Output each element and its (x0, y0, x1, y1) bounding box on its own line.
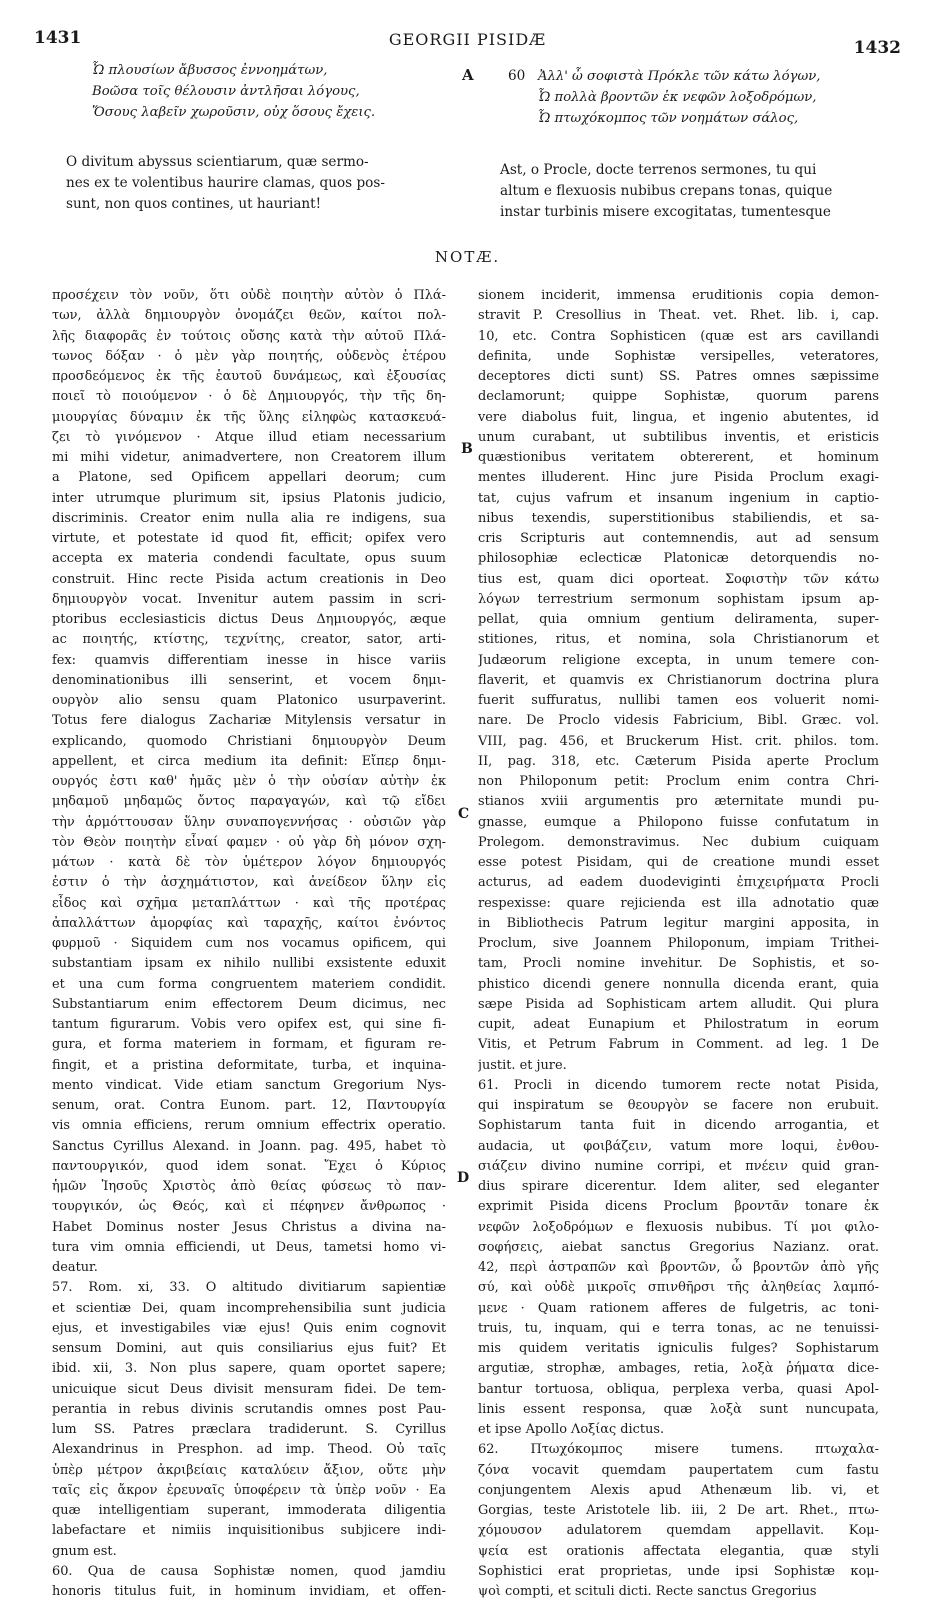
note-line: perantia in rebus divinis scrutandis omnes post Pau- (52, 1401, 446, 1417)
note-line: ψεία est orationis affectata elegantia, quæ styli (478, 1543, 879, 1559)
note-line: χόμουσον adulatorem quemdam appellavit. Κομ- (478, 1523, 879, 1539)
note-line: μηδαμοῦ μηδαμῶς ὄντος παραγαγών, καὶ τῷ εἴδει (52, 794, 446, 810)
note-line: tius est, quam dici oporteat. Σοφιστὴν τῶν κάτω (478, 571, 879, 587)
notes-column-left (52, 286, 446, 1602)
note-line: linis essent responsa, quæ λοξὰ sunt nuncupata, (478, 1401, 879, 1417)
note-line: Sophistarum tanta fuit in dicendo arrogantia, et (478, 1118, 879, 1134)
note-line: stianos xviii argumentis pro æternitate mundi pu- (478, 794, 879, 810)
note-line: προσέχειν τὸν νοῦν, ὅτι οὐδὲ ποιητὴν αὐτὸν ὁ Πλά- (52, 288, 446, 303)
verse-line: Ὦ πτωχόκομπος τῶν νοημάτων σάλος, (538, 111, 799, 126)
note-line: accepta ex materia condendi facultate, opus suum (52, 551, 446, 567)
note-line: ουργὸν alio sensu quam Platonico usurpaverint. (52, 693, 446, 708)
note-line: Proclum, sive Joannem Philoponum, impiam Trithei- (478, 936, 879, 951)
note-line: vis omnia efficiens, rerum omnium effectrix operatio. (52, 1118, 446, 1134)
note-line: explicando, quomodo Christiani δημιουργὸν Deum (52, 733, 446, 749)
note-line: τωνος δόξαν · ὁ μὲν γὰρ ποιητής, οὐδενὸς ἑτέρου (52, 348, 446, 364)
note-line: Gorgias, teste Aristotele lib. iii, 2 De art. Rhet., πτω- (478, 1503, 879, 1518)
note-line: mento vindicat. Vide etiam sanctum Gregorium Nys- (52, 1077, 446, 1093)
note-line: nare. De Proclo videsis Fabricium, Bibl. Græc. vol. (478, 713, 879, 729)
note-line: vere diabolus fuit, lingua, et ingenio abutentes, id (478, 409, 879, 425)
note-line: ἡμῶν Ἰησοῦς Χριστὸς ἀπὸ θείας φύσεως τὸ παν- (52, 1179, 446, 1194)
note-line: honoris titulus fuit, in hominum invidiam, et offen- (52, 1584, 446, 1599)
translation-line: nes ex te volentibus haurire clamas, quos pos- (66, 175, 385, 191)
note-line: Alexandrinus in Presphon. ad imp. Theod. Οὐ ταῖς (52, 1442, 446, 1458)
note-line: et ipse Apollo Λοξίας dictus. (478, 1422, 665, 1437)
note-line: προσδεόμενος ἐκ τῆς ἑαυτοῦ δυνάμεως, καὶ ἐξουσίας (52, 369, 446, 384)
verse-right (538, 66, 820, 129)
note-line: Sanctus Cyrillus Alexand. in Joann. pag. 495, habet τὸ (52, 1138, 446, 1154)
note-line: μιουργίας δύναμιν ἐκ τῆς ὕλης εἰληφὼς κατασκευά- (52, 409, 446, 425)
note-line: ταῖς εἰς ἄκρον ἐρευναῖς ὑποφέρειν τὰ ὑπὲρ νοῦν · Ea (52, 1482, 446, 1498)
verse-left (92, 60, 375, 123)
note-line: sensum Domini, aut quis consiliarius ejus fuit? Et (52, 1341, 446, 1356)
note-line: flaverit, et quamvis ex Christianorum doctrina plura (478, 672, 879, 688)
note-line: sæpe Pisida ad Sophisticam artem alludit. Qui plura (478, 996, 879, 1012)
note-line: νεφῶν λοξοδρόμων e flexuosis nubibus. Τί μοι φιλο- (478, 1219, 879, 1235)
note-line: phistico dicendi genere nonnulla dicenda erant, quia (478, 976, 879, 992)
note-line: τὸν Θεὸν ποιητὴν εἶναί φαμεν · οὐ γὰρ δὴ μόνον σχη- (52, 834, 446, 850)
note-line: ουργός ἐστι καθ' ἡμᾶς μὲν ὁ τὴν οὐσίαν αὐτὴν ἐκ (52, 774, 446, 789)
notes-column-right (478, 286, 879, 1602)
note-line: mi mihi videtur, animadvertere, non Creatorem illum (52, 450, 446, 465)
translation-line: altum e flexuosis nubibus crepans tonas, quique (500, 183, 833, 199)
note-line: stitiones, ritus, et nomina, sola Christianorum et (478, 632, 879, 648)
note-line: σύ, καὶ οὐδὲ μικροῖς σπινθῆρσι τῆς ἀληθείας λαμπό- (478, 1280, 879, 1296)
note-line: unum curabant, ut subtilibus inventis, et eristicis (478, 429, 879, 445)
note-line: dius spirare dicerentur. Idem aliter, sed eleganter (478, 1179, 879, 1194)
translation-line: instar turbinis misere excogitatas, tumentesque (500, 204, 831, 220)
note-line: labefactare et nimiis inquisitionibus subjicere indi- (52, 1523, 446, 1539)
note-line: stravit P. Cresollius in Theat. vet. Rhet. lib. i, cap. (478, 308, 879, 324)
note-line: in Bibliothecis Patrum legitur margini apposita, in (478, 915, 879, 931)
note-line: tantum figurarum. Vobis vero opifex est, qui sine fi- (52, 1017, 446, 1032)
note-line: definita, unde Sophistæ versipelles, veteratores, (478, 348, 879, 364)
note-line: ζόνα vocavit quemdam paupertatem cum fastu (478, 1462, 879, 1478)
note-line: 42, περὶ ἀστραπῶν καὶ βροντῶν, ὦ βροντῶν ἀπὸ γῆς (478, 1260, 879, 1275)
verse-line: Ὦ πολλὰ βροντῶν ἐκ νεφῶν λοξοδρόμων, (538, 90, 817, 105)
note-line: nibus texendis, superstitionibus stabiliendis, et sa- (478, 510, 879, 526)
note-line: μενε · Quam rationem afferes de fulgetris, ac toni- (478, 1300, 879, 1316)
running-head: GEORGII PISIDÆ (388, 30, 547, 49)
note-line: 57. Rom. xi, 33. O altitudo divitiarum sapientiæ (52, 1280, 446, 1296)
note-line: conjungentem Alexis apud Athenæum lib. vi, et (478, 1482, 879, 1498)
note-line: sionem inciderit, immensa eruditionis copia demon- (478, 288, 879, 303)
note-line: fex: quamvis differentiam inesse in hisce variis (52, 652, 446, 668)
note-line: construit. Hinc recte Pisida actum creationis in Deo (52, 571, 446, 587)
note-line: παντουργικόν, quod idem sonat. Ἔχει ὁ Κύριος (52, 1158, 446, 1174)
note-line: 62. Πτωχόκομπος misere tumens. πτωχαλα- (478, 1442, 879, 1458)
section-marker-b: B (461, 441, 473, 457)
note-line: ὑπὲρ μέτρον ἀκριβείαις καταλύειν ἄξιον, οὔτε μὴν (52, 1462, 446, 1478)
note-line: fingit, et a pristina deformitate, turba, et inquina- (52, 1057, 446, 1073)
note-line: et una cum forma congruentem materiem condidit. (52, 976, 446, 992)
verse-line: Ἀλλ' ὦ σοφιστὰ Πρόκλε τῶν κάτω λόγων, (538, 69, 821, 84)
note-line: deatur. (52, 1260, 98, 1275)
note-line: Substantiarum enim effectorem Deum dicimus, nec (52, 996, 446, 1012)
note-line: τουργικόν, ὡς Θεός, καὶ εἰ πέφηνεν ἄνθρωπος · (52, 1199, 446, 1215)
note-line: ptoribus ecclesiasticis dictus Deus Δημιουργός, æque (52, 612, 446, 627)
note-line: esse potest Pisidam, qui de creatione mundi esset (478, 855, 879, 870)
section-marker-c: C (458, 806, 470, 822)
note-line: εἶδος καὶ σχῆμα μεταπλάττων · καὶ τῆς προτέρας (52, 895, 446, 911)
note-line: II, pag. 318, etc. Cæterum Pisida aperte Proclum (478, 753, 879, 769)
note-line: justit. et jure. (478, 1057, 567, 1073)
note-line: et scientiæ Dei, quam incomprehensibilia sunt judicia (52, 1300, 446, 1316)
verse-line: Ὦ πλουσίων ἄβυσσος ἐννοημάτων, (92, 63, 328, 78)
note-line: ποιεῖ τὸ ποιούμενον · ὁ δὲ Δημιουργός, τὴν τῆς δη- (52, 389, 446, 405)
note-line: inter utrumque plurimum sit, ipsius Platonis judicio, (52, 490, 446, 506)
page-number-left: 1431 (34, 28, 82, 48)
note-line: tat, cujus vafrum et insanum ingenium in captio- (478, 490, 879, 506)
note-line: philosophiæ eclecticæ Platonicæ detorquendis no- (478, 551, 879, 567)
note-line: cupit, adeat Eunapium et Philostratum in eorum (478, 1017, 879, 1032)
section-marker-d: D (457, 1170, 470, 1186)
note-line: σοφήσεις, aiebat sanctus Gregorius Nazianz. orat. (478, 1239, 879, 1255)
note-line: cris Scripturis aut contemnendis, aut ad sensum (478, 531, 879, 546)
translation-line: sunt, non quos contines, ut hauriant! (66, 196, 322, 212)
note-line: denominationibus illi senserint, et vocem δημι- (52, 672, 446, 688)
note-line: λόγων terrestrium sermonum sophistam ipsum ap- (478, 591, 879, 607)
note-line: τὴν ἁρμόττουσαν ὕλην συναπογεννήσας · οὐσιῶν γὰρ (52, 814, 446, 830)
note-line: VIII, pag. 456, et Bruckerum Hist. crit. philos. tom. (478, 733, 879, 749)
note-line: quæ intelligentiam superant, immoderata diligentia (52, 1503, 446, 1518)
note-line: unicuique sicut Deus divisit mensuram fidei. De tem- (52, 1381, 446, 1397)
note-line: μάτων · κατὰ δὲ τὸν ὑμέτερον λόγον δημιουργός (52, 855, 446, 870)
note-line: gnum est. (52, 1543, 117, 1559)
note-line: 61. Procli in dicendo tumorem recte notat Pisida, (478, 1077, 879, 1093)
note-line: ac ποιητής, κτίστης, τεχνίτης, creator, sator, arti- (52, 632, 446, 648)
note-line: φυρμοῦ · Siquidem cum nos vocamus opificem, qui (52, 936, 446, 951)
note-line: Sophistici erat proprietas, unde ipsi Sophistæ κομ- (478, 1563, 879, 1579)
note-line: audacia, ut φοιβάζειν, vatum more loqui, ἐνθου- (478, 1138, 879, 1154)
verse-line: Βοῶσα τοῖς θέλουσιν ἀντλῆσαι λόγους, (92, 84, 360, 99)
note-line: lum SS. Patres præclara tradiderunt. S. Cyrillus (52, 1422, 446, 1437)
note-line: ibid. xii, 3. Non plus sapere, quam oportet sapere; (52, 1361, 446, 1377)
verse-right-number: 60 (508, 68, 526, 84)
page-number-right: 1432 (853, 38, 901, 58)
note-line: pellat, quia omnium gentium deliramenta, super- (478, 612, 879, 627)
note-line: Vitis, et Petrum Fabrum in Comment. ad leg. 1 De (478, 1037, 879, 1053)
note-line: non Philoponum petit: Proclum enim contra Chri- (478, 774, 879, 789)
note-line: substantiam ipsam ex nihilo nullibi exsistente eduxit (52, 956, 446, 972)
note-line: quæstionibus veritatem obtererent, et hominum (478, 450, 879, 465)
note-line: των, ἀλλὰ δημιουργὸν ὀνομάζει θεῶν, καίτοι πολ- (52, 308, 446, 324)
note-line: δημιουργὸν vocat. Invenitur autem passim in scri- (52, 591, 446, 607)
note-line: 10, etc. Contra Sophisticen (quæ est ars cavillandi (478, 328, 879, 344)
note-line: discriminis. Creator enim nulla alia re indigens, sua (52, 510, 446, 526)
note-line: argutiæ, strophæ, ambages, retia, λοξὰ ῥήματα dice- (478, 1361, 879, 1377)
note-line: Totus fere dialogus Zachariæ Mitylensis versatur in (52, 713, 446, 729)
note-line: λῆς διαφορᾶς ἐν τούτοις οὔσης κατὰ τὴν αὐτοῦ Πλά- (52, 328, 446, 344)
verse-line: Ὅσους λαβεῖν χωροῦσιν, οὐχ ὅσους ἔχεις. (92, 105, 376, 120)
translation-right (500, 160, 900, 223)
notes-title: NOTÆ. (434, 248, 501, 266)
note-line: Prolegom. demonstravimus. Nec dubium cuiquam (478, 834, 879, 850)
note-line: qui inspiratum se θεουργὸν se facere non erubuit. (478, 1098, 879, 1113)
note-line: exprimit Pisida dicens Proclum βροντᾶν tonare ἐκ (478, 1199, 879, 1215)
note-line: respexisse: quare rejicienda est illa adnotatio quæ (478, 895, 879, 911)
note-line: Habet Dominus noster Jesus Christus a divina na- (52, 1219, 446, 1235)
note-line: ψοὶ compti, et scituli dicti. Recte sanctus Gregorius (478, 1584, 817, 1599)
note-line: ἀπαλλάττων ἀμορφίας καὶ ταραχῆς, καίτοι ἐνόντος (52, 915, 446, 931)
note-line: gura, et forma materiem in formam, et figuram re- (52, 1037, 446, 1053)
note-line: deceptores dicti sunt) SS. Patres omnes sæpissime (478, 369, 879, 384)
note-line: bantur tortuosa, obliqua, perplexa verba, quasi Apol- (478, 1381, 879, 1397)
note-line: tura vim omnia efficiendi, ut Deus, tametsi homo vi- (52, 1239, 446, 1255)
note-line: Judæorum religione excepta, in unum temere con- (478, 652, 879, 668)
section-marker-a: A (462, 66, 474, 84)
note-line: senum, orat. Contra Eunom. part. 12, Παντουργία (52, 1098, 446, 1113)
note-line: appellent, et circa medium ita definit: Εἴπερ δημι- (52, 753, 446, 769)
translation-left (66, 152, 454, 215)
note-line: declamorunt; quippe Sophistæ, quorum parens (478, 389, 879, 405)
note-line: virtute, et potestate id quod fit, efficit; opifex vero (52, 531, 446, 546)
note-line: tam, Procli nomine invehitur. De Sophistis, et so- (478, 956, 879, 972)
translation-line: O divitum abyssus scientiarum, quæ sermo- (66, 154, 369, 170)
note-line: ejus, et investigabiles viæ ejus! Quis enim cognovit (52, 1320, 446, 1336)
note-line: 60. Qua de causa Sophistæ nomen, quod jamdiu (52, 1563, 446, 1579)
note-line: a Platone, sed Opificem appellari deorum; cum (52, 470, 446, 486)
note-line: mis quidem veritatis igniculis fulges? Sophistarum (478, 1341, 879, 1356)
note-line: ἐστιν ὁ τὴν ἀσχημάτιστον, καὶ ἀνείδεον ὕλην εἰς (52, 875, 446, 891)
note-line: ζει τὸ γινόμενον · Atque illud etiam necessarium (52, 429, 446, 445)
note-line: gnasse, eumque a Philopono fuisse confutatum in (478, 814, 879, 830)
note-line: σιάζειν divino numine corripi, et πνέειν quid gran- (478, 1158, 879, 1174)
note-line: truis, tu, inquam, qui e terra tonas, ac ne tenuissi- (478, 1320, 879, 1336)
note-line: acturus, ad eadem duodeviginti ἐπιχειρήματα Procli (478, 875, 879, 891)
note-line: fuerit suffuratus, nullibi tamen eos voluerit nomi- (478, 693, 879, 708)
note-line: mentes illuderent. Hinc jure Pisida Proclum exagi- (478, 470, 879, 486)
translation-line: Ast, o Procle, docte terrenos sermones, tu qui (500, 162, 817, 178)
